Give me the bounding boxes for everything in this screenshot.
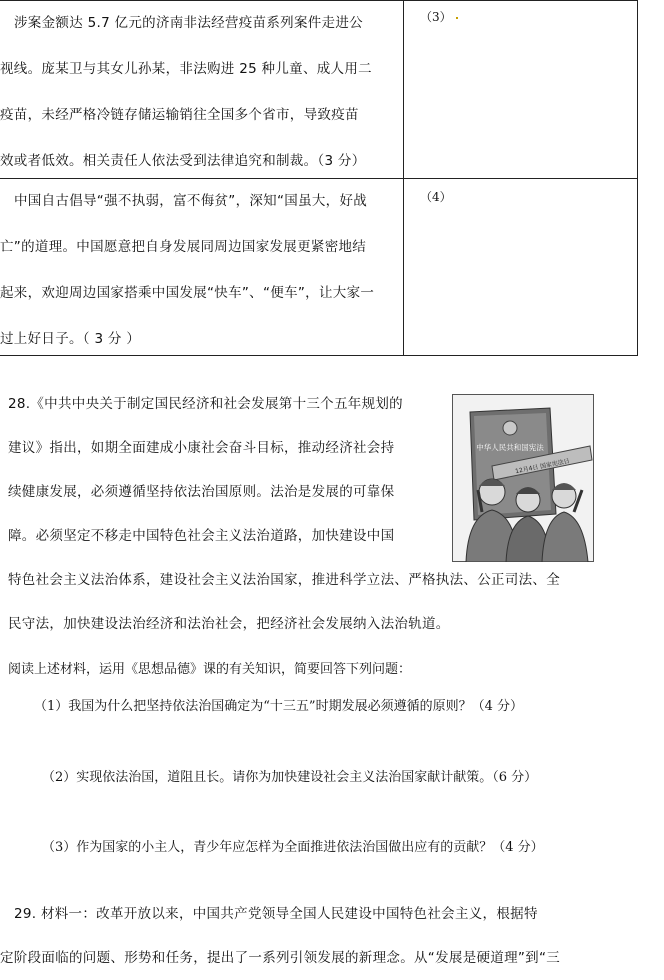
- q28-line: 续健康发展，必须遵循坚持依法治国原则。法治是发展的可靠保: [8, 484, 395, 500]
- q28-line: 建议》指出，如期全面建成小康社会奋斗目标，推动经济社会持: [8, 440, 395, 456]
- material-line: 起来，欢迎周边国家搭乘中国发展“快车”、“便车”，让大家一: [0, 285, 375, 301]
- q28-line: 障。必须坚定不移走中国特色社会主义法治道路，加快建设中国: [8, 528, 395, 544]
- table-border-right: [637, 0, 638, 356]
- material-line: 视线。庞某卫与其女儿孙某，非法购进 25 种儿童、成人用二: [0, 61, 372, 77]
- material-line: 疫苗，未经严格冷链存储运输销往全国多个省市，导致疫苗: [0, 107, 359, 123]
- question-28-3: （3）作为国家的小主人，青少年应怎样为全面推进依法治国做出应有的贡献？（4 分）: [42, 840, 544, 855]
- q28-line: 28.《中共中央关于制定国民经济和社会发展第十三个五年规划的: [8, 396, 403, 412]
- book-title: 中华人民共和国宪法: [476, 443, 544, 452]
- table-row-4-material: [0, 178, 400, 362]
- material-line: 过上好日子。（ 3 分 ）: [0, 331, 141, 347]
- banner-text: 12月4日 国家宪法日: [514, 457, 571, 476]
- people-icon: [466, 479, 588, 562]
- table-column-divider: [403, 0, 404, 356]
- constitution-day-illustration: [452, 394, 594, 562]
- material-line: 亡”的道理。中国愿意把自身发展同周边国家发展更紧密地结: [0, 239, 367, 255]
- q29-line: 29. 材料一：改革开放以来，中国共产党领导全国人民建设中国特色社会主义，根据特: [14, 906, 538, 922]
- question-29-material: [0, 892, 640, 980]
- material-line: 中国自古倡导“强不执弱，富不侮贫”，深知“国虽大，好战: [14, 193, 368, 209]
- material-line: 涉案金额达 5.7 亿元的济南非法经营疫苗系列案件走进公: [14, 15, 363, 31]
- illustration-svg: [452, 394, 594, 562]
- q28-line: 民守法，加快建设法治经济和法治社会，把经济社会发展纳入法治轨道。: [8, 616, 450, 632]
- answer-label-3: （3）: [420, 8, 458, 25]
- answer-table: [0, 0, 638, 356]
- question-28-2: （2）实现依法治国，道阻且长。请你为加快建设社会主义法治国家献计献策。（6 分）: [42, 770, 538, 785]
- q29-line: 定阶段面临的问题、形势和任务，提出了一系列引领发展的新理念。从“发展是硬道理”到“三: [0, 950, 561, 966]
- question-28-1: （1）我国为什么把坚持依法治国确定为“十三五”时期发展必须遵循的原则？（4 分）: [34, 699, 523, 714]
- q28-line: 特色社会主义法治体系，建设社会主义法治国家，推进科学立法、严格执法、公正司法、全: [8, 572, 560, 588]
- answer-label-4: （4）: [420, 190, 452, 204]
- yellow-dot: [456, 17, 458, 19]
- material-line: 效或者低效。相关责任人依法受到法律追究和制裁。（3 分）: [0, 153, 366, 169]
- reading-instruction: 阅读上述材料，运用《思想品德》课的有关知识，简要回答下列问题：: [8, 662, 412, 677]
- table-row-3-material: [0, 0, 400, 184]
